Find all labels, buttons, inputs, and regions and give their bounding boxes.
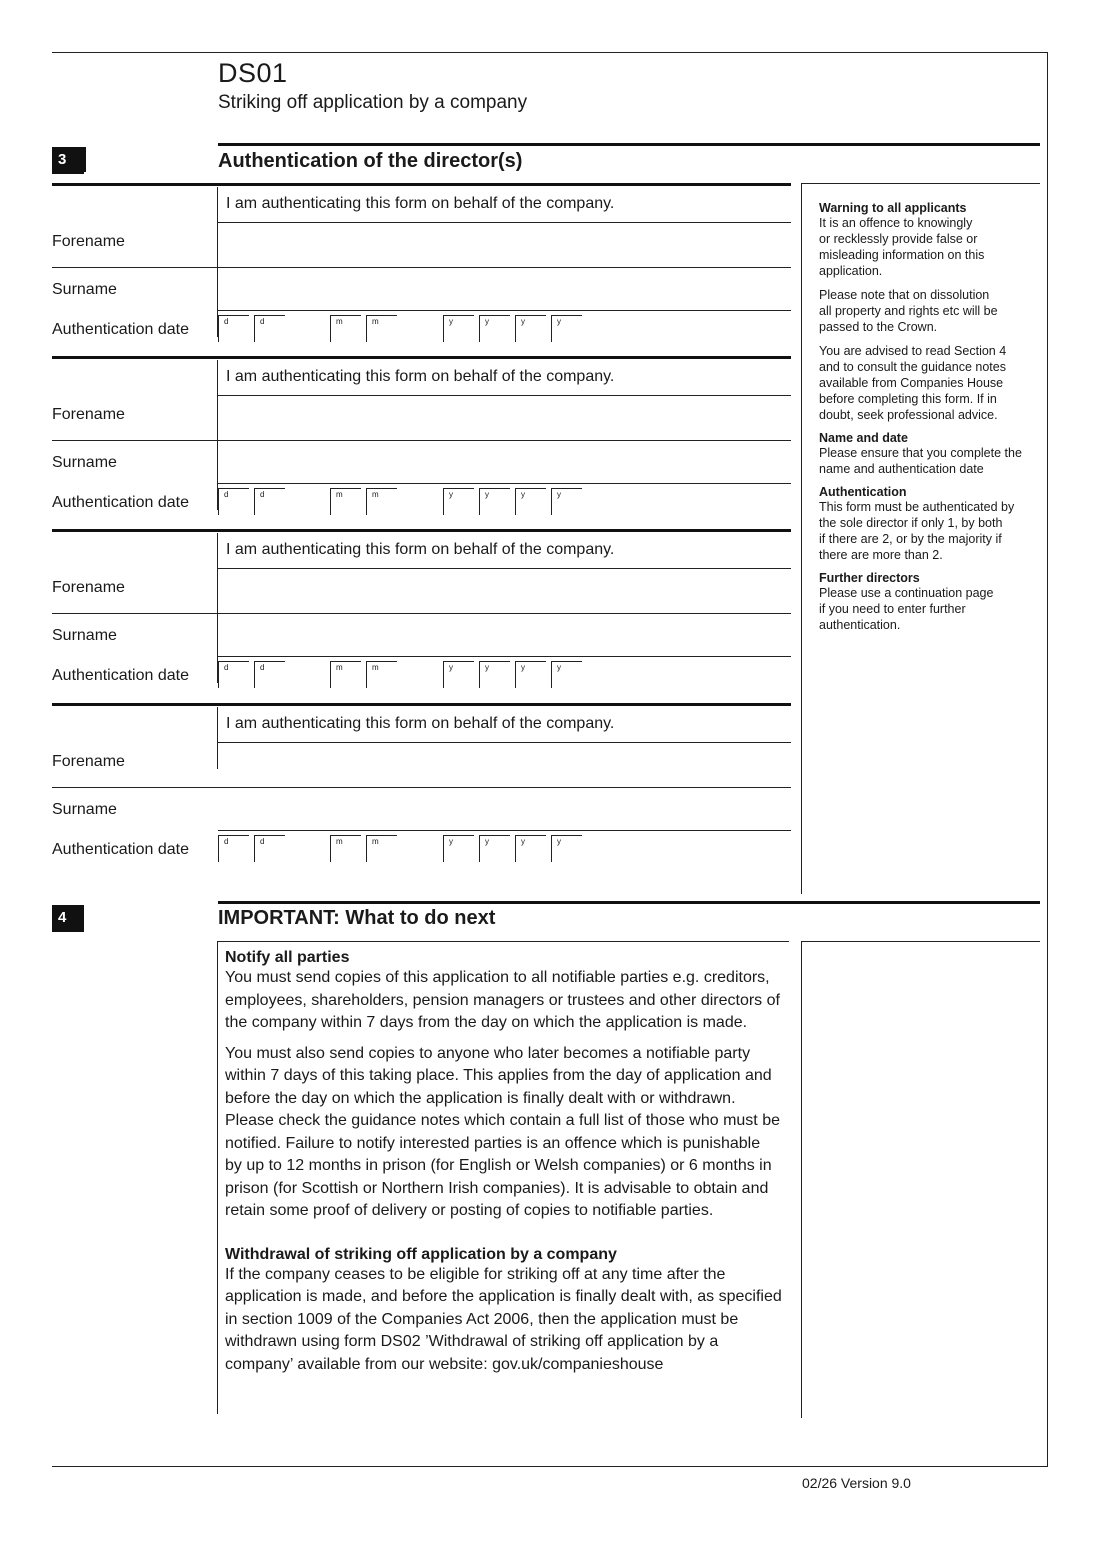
date-digit-hint: d [224,663,229,672]
authentication-date-label: Authentication date [52,321,189,338]
surname-field[interactable] [219,789,789,827]
name-date-text [819,445,1041,477]
dissolution-line: all property and rights etc will be [819,304,998,318]
director-block-rule [52,356,791,359]
date-digit-box[interactable] [479,315,510,342]
date-digit-box[interactable] [330,835,361,862]
later-party-text [225,1043,795,1223]
warning-line: or recklessly provide false or [819,232,978,246]
authentication-heading: Authentication [819,485,907,499]
further-line: Please use a continuation page [819,586,994,600]
advice-text [819,343,1041,423]
later-line: notified. Failure to notify interested parties is an offence which is punishable [225,1134,761,1152]
notify-line: the company within 7 days from the day on which the application is made. [225,1014,748,1031]
withdrawal-heading: Withdrawal of striking off application by a company [225,1245,617,1263]
further-directors-heading: Further directors [819,571,920,585]
later-line: retain some proof of delivery or posting of copies to notifiable parties. [225,1202,714,1219]
further-line: authentication. [819,618,901,632]
date-digit-box[interactable] [218,315,249,342]
date-digit-hint: m [372,490,379,499]
date-digit-hint: y [485,317,489,326]
later-line: You must also send copies to anyone who later becomes a notifiable party [225,1044,751,1062]
director-block-rule [52,703,791,706]
date-digit-box[interactable] [218,661,249,688]
warning-heading: Warning to all applicants [819,201,967,215]
section4-rule [218,901,1040,904]
date-digit-box[interactable] [443,835,474,862]
date-digit-box[interactable] [330,661,361,688]
date-digit-box[interactable] [254,835,285,862]
date-digit-hint: y [521,837,525,846]
later-line: by up to 12 months in prison (for English or Welsh companies) or 6 months in [225,1157,772,1174]
form-code: DS01 [218,58,288,88]
further-directors-text [819,585,1041,633]
date-digit-hint: d [260,317,265,326]
date-digit-hint: y [449,490,453,499]
date-digit-hint: m [372,837,379,846]
notify-heading: Notify all parties [225,949,350,966]
date-digit-hint: d [224,837,229,846]
statement-rule [218,222,791,223]
authentication-line: if there are 2, or by the majority if [819,532,1002,546]
name-date-line: Please ensure that you complete the [819,446,1022,460]
date-digit-box[interactable] [366,315,397,342]
authentication-statement: I am authenticating this form on behalf of the company. [226,715,615,732]
date-digit-hint: y [557,317,561,326]
advice-line: You are advised to read Section 4 [819,344,1007,358]
withdrawal-line: If the company ceases to be eligible for striking off at any time after the [225,1265,726,1283]
date-digit-box[interactable] [479,835,510,862]
surname-label: Surname [52,454,117,471]
date-digit-hint: d [224,490,229,499]
withdrawal-line: withdrawn using form DS02 ’Withdrawal of striking off application by a [225,1333,719,1350]
date-digit-box[interactable] [366,835,397,862]
date-digit-hint: y [521,317,525,326]
dissolution-line: Please note that on dissolution [819,288,990,302]
withdrawal-line: in section 1009 of the Companies Act 2006, then the application must be [225,1310,739,1328]
date-digit-box[interactable] [254,661,285,688]
authentication-statement: I am authenticating this form on behalf of the company. [226,541,615,558]
later-line: before the day on which the application is finally dealt with or withdrawn. [225,1089,736,1107]
date-digit-hint: y [521,490,525,499]
withdrawal-line: company’ available from our website: gov.uk/companieshouse [225,1355,664,1373]
right-frame-rule [1047,52,1048,1467]
surname-rule [218,483,791,484]
date-digit-hint: y [485,837,489,846]
section4-body-left-rule [217,941,218,1414]
further-line: if you need to enter further [819,602,966,616]
surname-rule [218,830,791,831]
surname-rule [218,656,791,657]
authentication-text [819,499,1041,563]
date-digit-box[interactable] [515,488,546,515]
forename-rule [52,787,791,788]
date-digit-box[interactable] [330,315,361,342]
forename-field[interactable] [219,570,789,612]
surname-rule [218,310,791,311]
statement-rule [218,395,791,396]
notify-line: employees, shareholders, pension managers or trustees and other directors of [225,991,780,1009]
date-digit-box[interactable] [366,488,397,515]
date-digit-box[interactable] [443,661,474,688]
date-digit-hint: d [260,837,265,846]
authentication-date-label: Authentication date [52,494,189,511]
advice-line: before completing this form. If in [819,392,997,406]
date-digit-hint: d [224,317,229,326]
date-digit-box[interactable] [443,488,474,515]
date-digit-hint: y [557,490,561,499]
warning-line: application. [819,264,883,278]
forename-field[interactable] [219,744,789,786]
date-digit-hint: m [372,317,379,326]
date-digit-box[interactable] [551,835,582,862]
date-digit-box[interactable] [479,488,510,515]
forename-label: Forename [52,406,125,423]
date-digit-box[interactable] [366,661,397,688]
date-digit-box[interactable] [479,661,510,688]
warning-text [819,215,1041,279]
director-block-left-rule [217,707,218,769]
authentication-date-label: Authentication date [52,841,189,858]
date-digit-hint: m [336,490,343,499]
dissolution-line: passed to the Crown. [819,320,938,334]
advice-line: doubt, seek professional advice. [819,408,998,422]
section4-side-top-rule [802,941,1040,942]
top-rule [52,52,1048,53]
forename-rule [52,613,791,614]
surname-label: Surname [52,627,117,644]
date-digit-hint: y [449,663,453,672]
form-version: 02/26 Version 9.0 [802,1475,911,1491]
section4-body-top-rule [218,941,789,942]
section3-number: 3 [52,147,86,172]
dissolution-text [819,287,1041,335]
date-digit-hint: d [260,490,265,499]
name-date-heading: Name and date [819,431,908,445]
withdrawal-line: application is made, and before the application is finally dealt with, as specified [225,1288,782,1305]
date-digit-hint: y [449,317,453,326]
authentication-line: This form must be authenticated by [819,500,1015,514]
date-digit-hint: y [521,663,525,672]
advice-line: available from Companies House [819,376,1004,390]
date-digit-hint: m [336,837,343,846]
authentication-statement: I am authenticating this form on behalf of the company. [226,195,615,212]
date-digit-box[interactable] [551,315,582,342]
forename-rule [52,440,791,441]
date-digit-box[interactable] [551,488,582,515]
warning-line: misleading information on this [819,248,985,262]
section4-side-left-rule [801,941,802,1418]
date-digit-box[interactable] [551,661,582,688]
forename-label: Forename [52,579,125,596]
date-digit-box[interactable] [218,488,249,515]
surname-label: Surname [52,801,117,818]
date-digit-hint: y [557,663,561,672]
section4-title: IMPORTANT: What to do next [218,907,496,929]
forename-field[interactable] [219,224,789,266]
name-date-line: name and authentication date [819,462,984,476]
authentication-line: there are more than 2. [819,548,943,562]
section4-body [225,949,795,1376]
section3-title: Authentication of the director(s) [218,150,523,172]
authentication-date-label: Authentication date [52,667,189,684]
later-line: within 7 days of this taking place. This applies from the day of application and [225,1067,772,1084]
date-digit-box[interactable] [443,315,474,342]
sidebar-guidance [819,201,1041,633]
advice-line: and to consult the guidance notes [819,360,1006,374]
sidebar-top-rule [802,183,1040,184]
director-block-rule [52,529,791,532]
authentication-statement: I am authenticating this form on behalf of the company. [226,368,615,385]
date-digit-box[interactable] [515,835,546,862]
forename-label: Forename [52,233,125,250]
date-digit-hint: m [336,317,343,326]
form-title: Striking off application by a company [218,92,528,113]
surname-field[interactable] [219,269,789,307]
statement-rule [218,568,791,569]
forename-rule [52,267,791,268]
surname-field[interactable] [219,442,789,480]
date-digit-hint: y [485,490,489,499]
authentication-line: the sole director if only 1, by both [819,516,1003,530]
date-digit-hint: m [372,663,379,672]
notify-text [225,967,795,1035]
date-digit-hint: y [485,663,489,672]
forename-label: Forename [52,753,125,770]
section4-number: 4 [58,909,67,926]
forename-field[interactable] [219,397,789,439]
surname-label: Surname [52,281,117,298]
date-digit-box[interactable] [515,661,546,688]
bottom-rule [52,1466,1048,1467]
date-digit-box[interactable] [330,488,361,515]
later-line: Please check the guidance notes which contain a full list of those who must be [225,1112,780,1129]
surname-field[interactable] [219,615,789,653]
withdrawal-text [225,1264,795,1377]
date-digit-box[interactable] [218,835,249,862]
date-digit-box[interactable] [254,488,285,515]
statement-rule [218,742,791,743]
director-block-rule [52,183,791,186]
section3-rule [218,143,1040,146]
date-digit-hint: m [336,663,343,672]
date-digit-box[interactable] [515,315,546,342]
warning-line: It is an offence to knowingly [819,216,973,230]
notify-line: You must send copies of this application to all notifiable parties e.g. creditors, [225,969,770,986]
date-digit-hint: y [449,837,453,846]
date-digit-box[interactable] [254,315,285,342]
date-digit-hint: d [260,663,265,672]
later-line: prison (for Scottish or Northern Irish companies). It is advisable to obtain and [225,1179,769,1197]
sidebar-left-rule [801,183,802,894]
date-digit-hint: y [557,837,561,846]
